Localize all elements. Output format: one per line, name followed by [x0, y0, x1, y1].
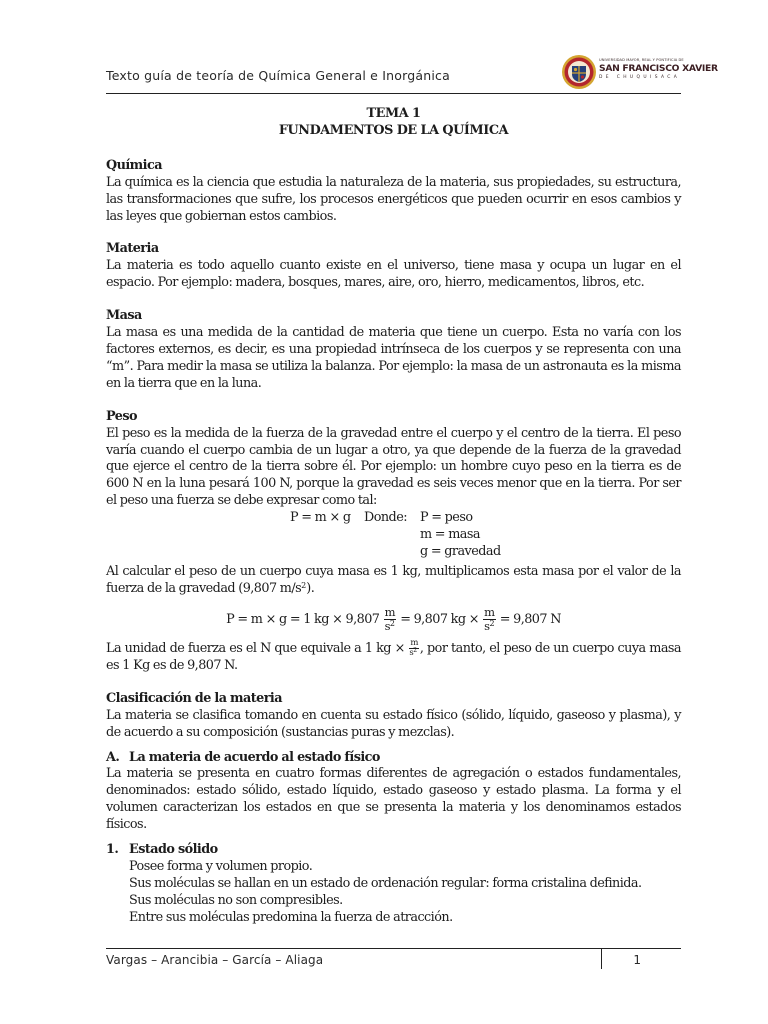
header-title: Texto guía de teoría de Química General e Inorgánica	[106, 68, 450, 83]
item-number: 1.	[106, 842, 119, 858]
equation-part2: = 9,807 kg ×	[400, 611, 479, 627]
heading-quimica: Química	[106, 157, 162, 173]
formula-def-m: m = masa	[420, 527, 480, 543]
page-number: 1	[633, 953, 641, 967]
logo-line3: DE CHUQUISACA	[599, 75, 681, 80]
paragraph-peso: El peso es la medida de la fuerza de la gravedad entre el cuerpo y el centro de la tierra. El peso varía cuando el cuerpo cambia de un lugar a otro, ya que depende de la fuerza de la gravedad que ejerce el centro de la tierra sobre él. Por ejemplo: un hombre cuyo peso en la tierra es de 600 N en la luna pesará 100 N, porque la gravedad es seis veces menor que en la tierra. Por ser el peso una fuerza se debe expresar como tal:	[106, 425, 681, 509]
paragraph-clasificacion: La materia se clasifica tomando en cuenta su estado físico (sólido, líquido, gaseoso y plasma), y de acuerdo a su composición (sustancias puras y mezclas).	[106, 707, 681, 740]
equation-part3: = 9,807 N	[499, 611, 561, 627]
list-item: Entre sus moléculas predomina la fuerza de atracción.	[129, 909, 453, 925]
heading-masa: Masa	[106, 308, 142, 324]
formula-donde: Donde:	[364, 510, 407, 526]
subheading-estado-fisico	[106, 750, 681, 767]
calc-end: ).	[306, 581, 315, 597]
page-header	[106, 54, 718, 94]
paragraph-estado-fisico: La materia se presenta en cuatro formas diferentes de agregación o estados fundamentales, denominados: estado sólido, estado líquido, estado gaseoso y estado plasma. La forma y el volumen caracterizan los estados en que se presenta la materia y los denominamos estados físicos.	[106, 766, 681, 833]
list-item: Sus moléculas no son compresibles.	[129, 892, 343, 908]
chapter-number: TEMA 1	[366, 106, 421, 121]
paragraph-calculo	[106, 564, 681, 598]
fraction-m-s2-second: $\frac{m}{s^2}$	[484, 604, 495, 633]
subheading-text: La materia de acuerdo al estado físico	[129, 749, 380, 765]
heading-clasificacion: Clasificación de la materia	[106, 690, 282, 706]
unit-fraction: $\frac{m}{s^2}$	[409, 637, 418, 658]
equation-part1: P = m × g = 1 kg × 9,807	[226, 611, 380, 627]
document-body	[106, 106, 681, 927]
heading-materia: Materia	[106, 241, 159, 257]
item-heading-solido	[106, 842, 681, 859]
university-seal-icon	[561, 54, 597, 90]
logo-line2: SAN FRANCISCO XAVIER	[599, 63, 718, 74]
list-item: Posee forma y volumen propio.	[129, 859, 313, 874]
paragraph-unidad	[106, 639, 681, 675]
logo-line1: UNIVERSIDAD MAYOR, REAL Y PONTIFICIA DE	[599, 58, 684, 62]
formula-def-g: g = gravedad	[420, 544, 501, 560]
list-item: Sus moléculas se hallan en un estado de ordenación regular: forma cristalina definida.	[129, 875, 642, 891]
formula-main: P = m × g	[290, 510, 351, 526]
unit-text1: La unidad de fuerza es el N que equivale a 1 kg ×	[106, 640, 405, 656]
chapter-title: FUNDAMENTOS DE LA QUÍMICA	[278, 122, 509, 138]
paragraph-quimica: La química es la ciencia que estudia la naturaleza de la materia, sus propiedades, su estructura, las transformaciones que sufre, los procesos energéticos que pueden ocurrir en esos cambios y las leyes que gobiernan estos cambios.	[106, 174, 681, 224]
fraction-m-s2: $\frac{m}{s^2}$	[384, 604, 396, 633]
formula-def-p: P = peso	[420, 510, 473, 526]
university-logo	[561, 54, 718, 92]
paragraph-masa: La masa es una medida de la cantidad de materia que tiene un cuerpo. Esta no varía con los factores externos, es decir, es una propiedad intrínseca de los cuerpos y se representa con una “m”. Para medir la masa se utiliza la balanza. Por ejemplo: la masa de un astronauta es la misma en la tierra que en la luna.	[106, 325, 681, 391]
footer-divider	[601, 949, 602, 969]
weight-equation	[106, 606, 681, 633]
page-footer	[106, 948, 681, 970]
subheading-label: A.	[106, 749, 120, 765]
unit-text2: , por tanto, el peso de un cuerpo cuya masa es 1 Kg es de 9,807 N.	[106, 640, 681, 673]
footer-authors: Vargas – Arancibia – García – Aliaga	[106, 953, 324, 967]
heading-peso: Peso	[106, 408, 137, 424]
weight-formula	[106, 510, 681, 562]
item-heading-text: Estado sólido	[129, 842, 218, 858]
calc-superscript: 2	[301, 581, 307, 591]
calc-text: Al calcular el peso de un cuerpo cuya masa es 1 kg, multiplicamos esta masa por el valor de la fuerza de la gravedad (9,807 m/s	[106, 564, 681, 597]
paragraph-materia: La materia es todo aquello cuanto existe en el universo, tiene masa y ocupa un lugar en el espacio. Por ejemplo: madera, bosques, mares, aire, oro, hierro, medicamentos, libros, etc.	[106, 258, 681, 291]
